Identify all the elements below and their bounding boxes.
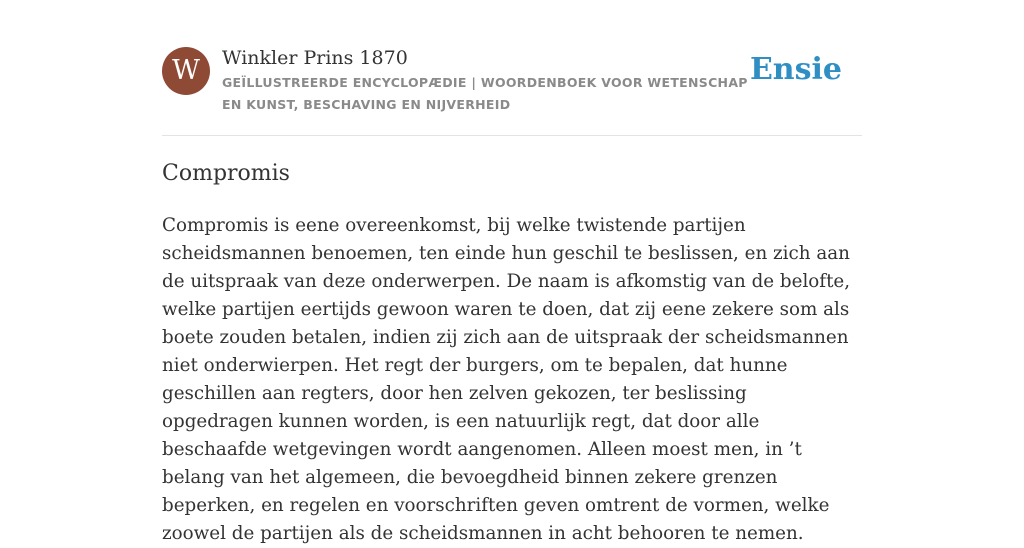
entry-title: Compromis xyxy=(162,161,290,186)
entry-body: Compromis is eene overeenkomst, bij welke twistende partijen scheidsmannen benoemen, ten einde hun geschil te beslissen, en zich aan de uitspraak van deze onderwerpen. De naam is afkomstig van de belofte, welke partijen eertijds gewoon waren te doen, dat zij eene zekere som als boete zouden betalen, indien zij zich aan de uitspraak der scheidsmannen niet onderwierpen. Het regt der burgers, om te bepalen, dat hunne geschillen aan regters, door hen zelven gekozen, ter beslissing opgedragen kunnen worden, is een natuurlijk regt, dat door alle beschaafde wetgevingen wordt aangenomen. Alleen moest men, in ’t belang van het algemeen, die bevoegdheid binnen zekere grenzen beperken, en regelen en voorschriften geven omtrent de vormen, welke zoowel de partijen als de scheidsmannen in acht behooren te nemen. xyxy=(162,215,851,544)
brand-logo[interactable]: Ensie xyxy=(749,52,842,87)
source-subtitle: GEÏLLUSTREERDE ENCYCLOPÆDIE | WOORDENBOEK VOOR WETENSCHAP EN KUNST, BESCHAVING EN NIJVERHEID xyxy=(222,75,748,112)
source-avatar[interactable]: W xyxy=(162,47,210,95)
source-title[interactable]: Winkler Prins 1870 xyxy=(222,47,408,69)
header-divider xyxy=(162,135,862,136)
source-header xyxy=(162,46,862,116)
